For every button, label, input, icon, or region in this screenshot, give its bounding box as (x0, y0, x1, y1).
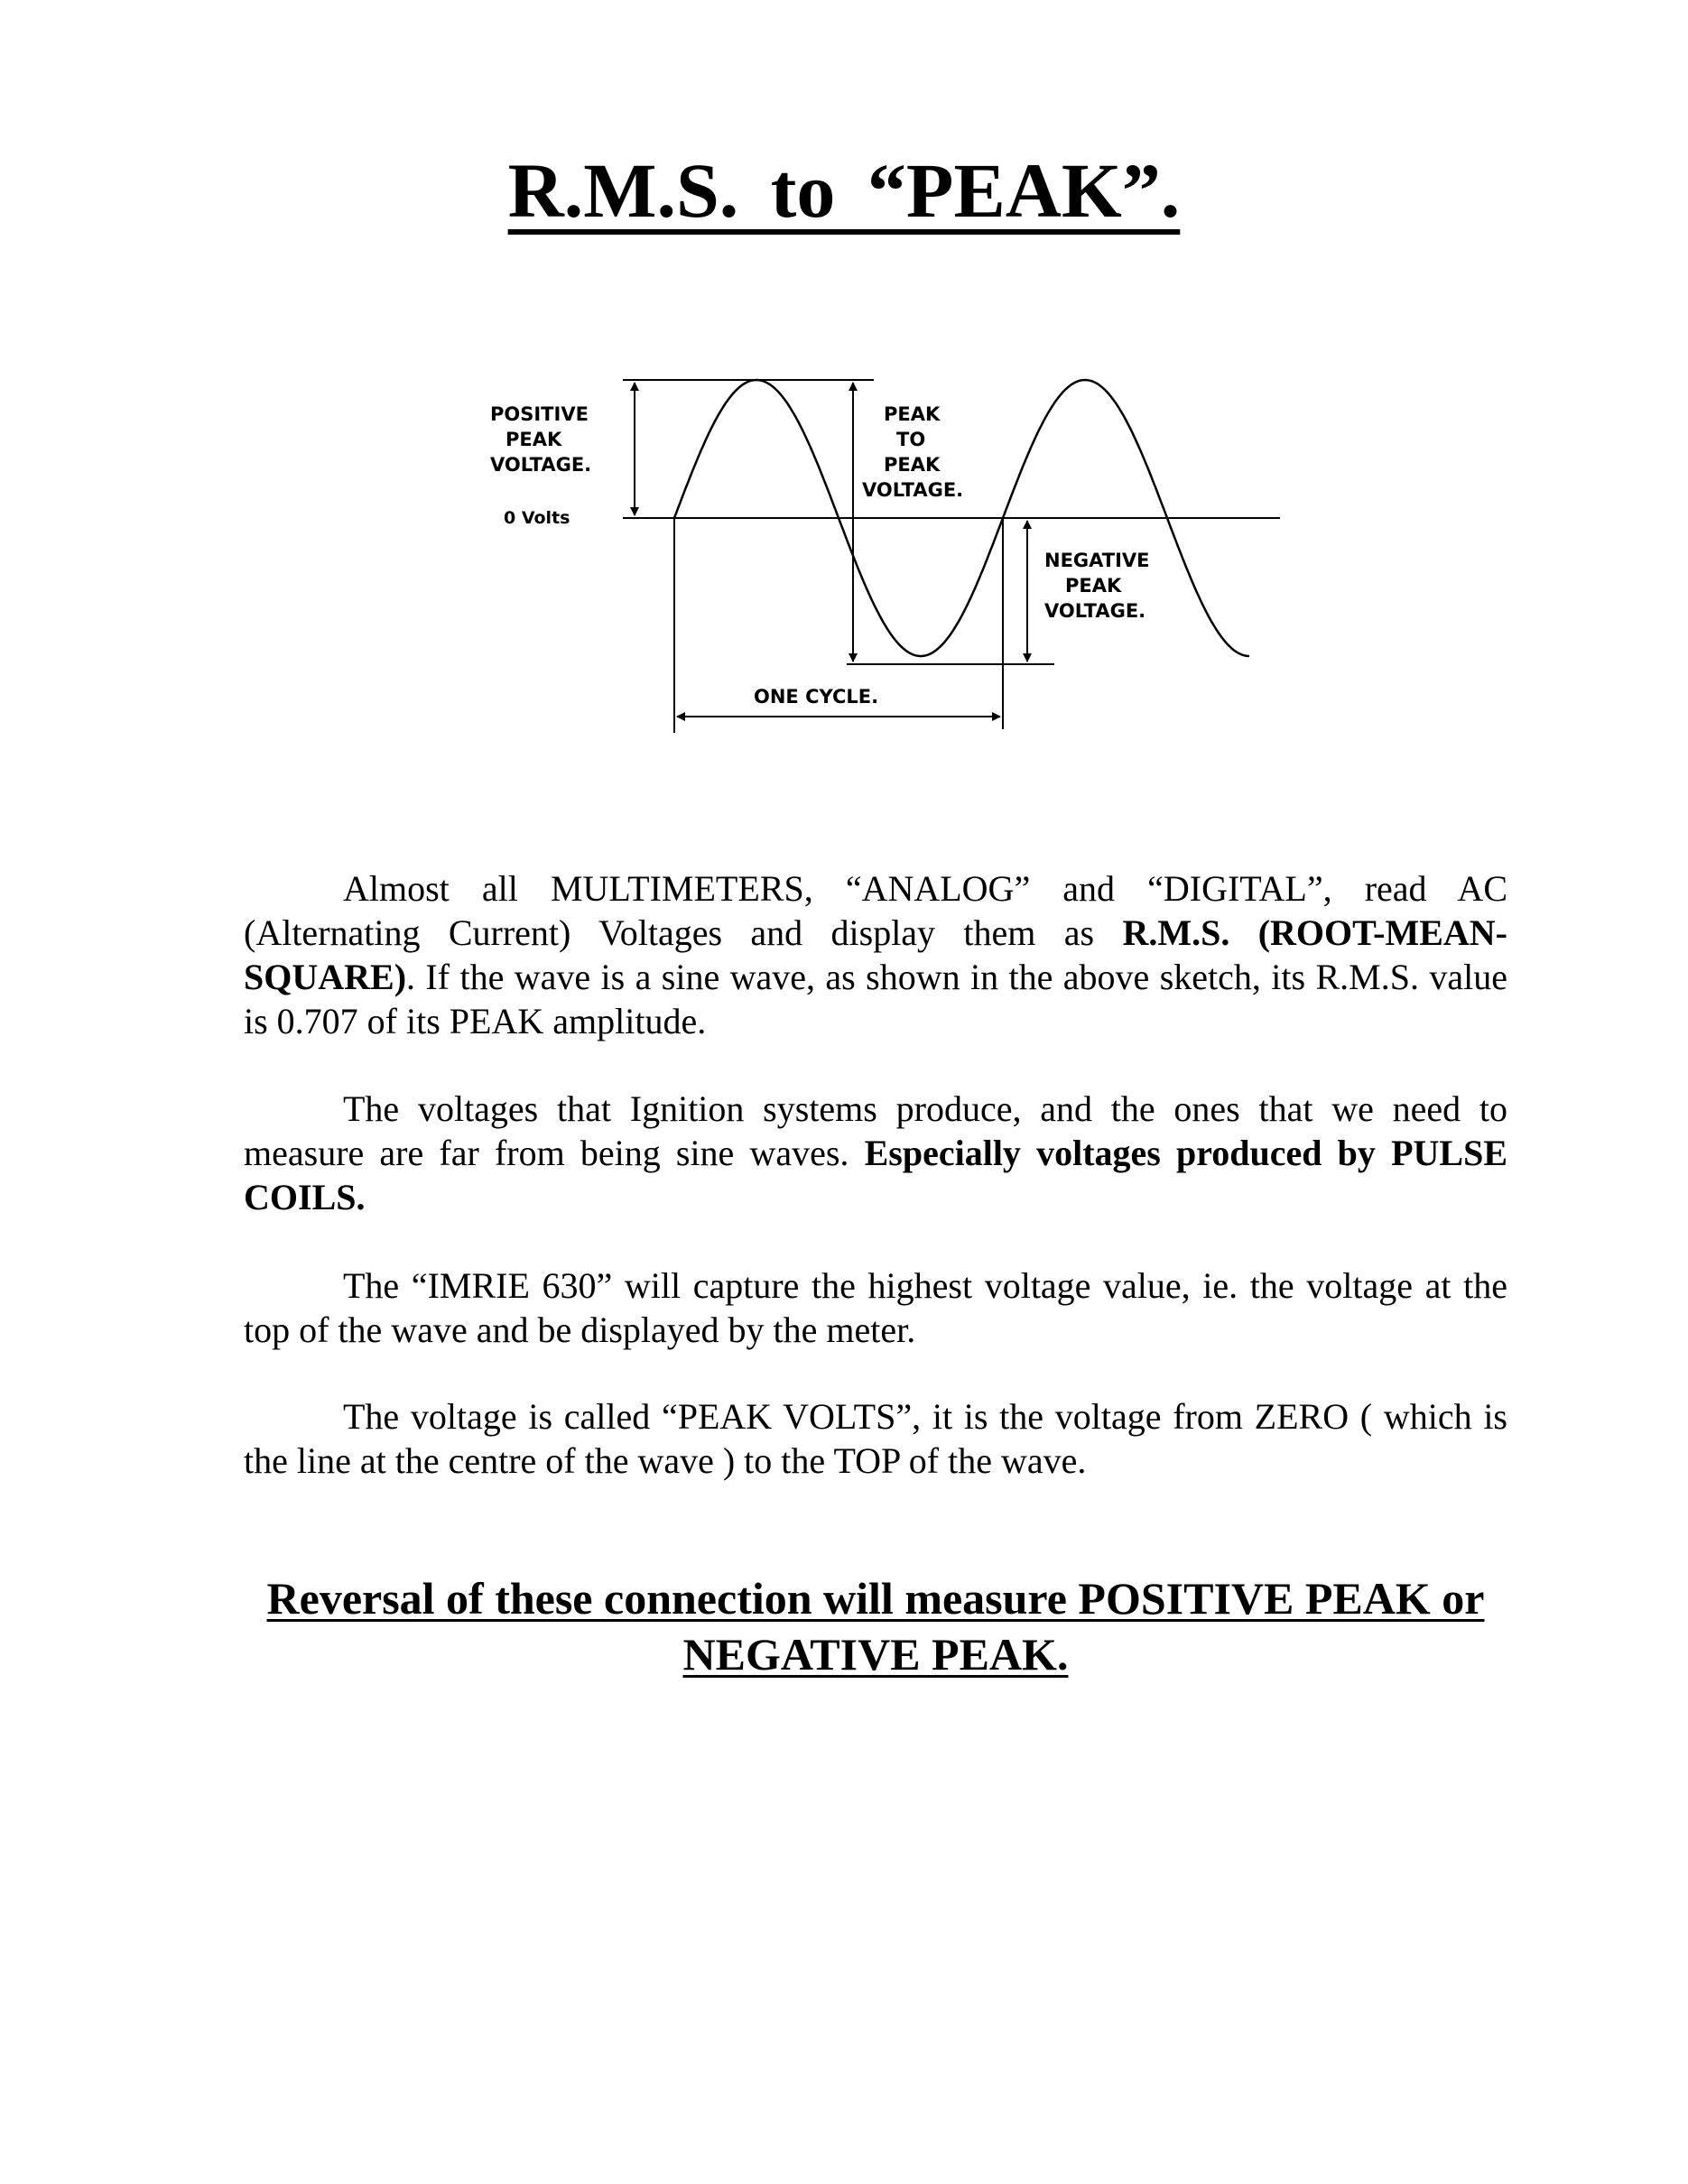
label-zero-volts: 0 Volts (504, 508, 570, 528)
label-negative-peak-3: VOLTAGE. (1044, 600, 1146, 622)
reversal-note: Reversal of these connection will measure POSITIVE PEAK or NEGATIVE PEAK. (266, 1573, 1485, 1680)
page-title-text: R.M.S. to “PEAK”. (507, 147, 1181, 234)
paragraph-imrie-text: The “IMRIE 630” will capture the highest voltage value, ie. the voltage at the top of the wave and be displayed by the meter. (244, 1265, 1507, 1350)
label-negative-peak-1: NEGATIVE (1044, 550, 1150, 571)
paragraph-peak-volts-text: The voltage is called “PEAK VOLTS”, it is the voltage from ZERO ( which is the line at the centre of the wave ) to the TOP of the wave. (244, 1396, 1507, 1481)
paragraph-ignition-voltages (244, 1087, 1507, 1219)
paragraph-imrie-capture (244, 1263, 1507, 1352)
paragraph-ignition-bold: Especially voltages produced by PULSE COILS. (244, 1133, 1508, 1217)
paragraph-rms-bold: R.M.S. (ROOT-MEAN-SQUARE) (244, 912, 1507, 997)
label-negative-peak-2: PEAK (1065, 575, 1122, 597)
label-positive-peak-3: VOLTAGE. (490, 454, 592, 476)
label-peak-to-peak-3: PEAK (884, 454, 941, 476)
label-positive-peak-1: POSITIVE (490, 403, 589, 425)
paragraph-rms-explanation (244, 866, 1507, 1043)
label-peak-to-peak-4: VOLTAGE. (862, 479, 964, 501)
label-one-cycle: ONE CYCLE. (754, 686, 879, 708)
paragraph-peak-volts (244, 1394, 1507, 1483)
label-peak-to-peak-2: TO (896, 429, 926, 450)
label-positive-peak-2: PEAK (505, 429, 562, 450)
paragraph-rms-text-a: Almost all MULTIMETERS, “ANALOG” and “DIGITAL”, read AC (Alternating Current) Voltages and display them as (244, 868, 1507, 953)
paragraph-rms-text-c: . If the wave is a sine wave, as shown in the above sketch, its R.M.S. value is 0.707 of its PEAK amplitude. (244, 957, 1507, 1041)
sine-wave-diagram (0, 0, 1688, 812)
paragraph-ignition-text: The voltages that Ignition systems produce, and the ones that we need to measure are far from being sine waves. (244, 1088, 1507, 1173)
label-peak-to-peak-1: PEAK (884, 403, 941, 425)
